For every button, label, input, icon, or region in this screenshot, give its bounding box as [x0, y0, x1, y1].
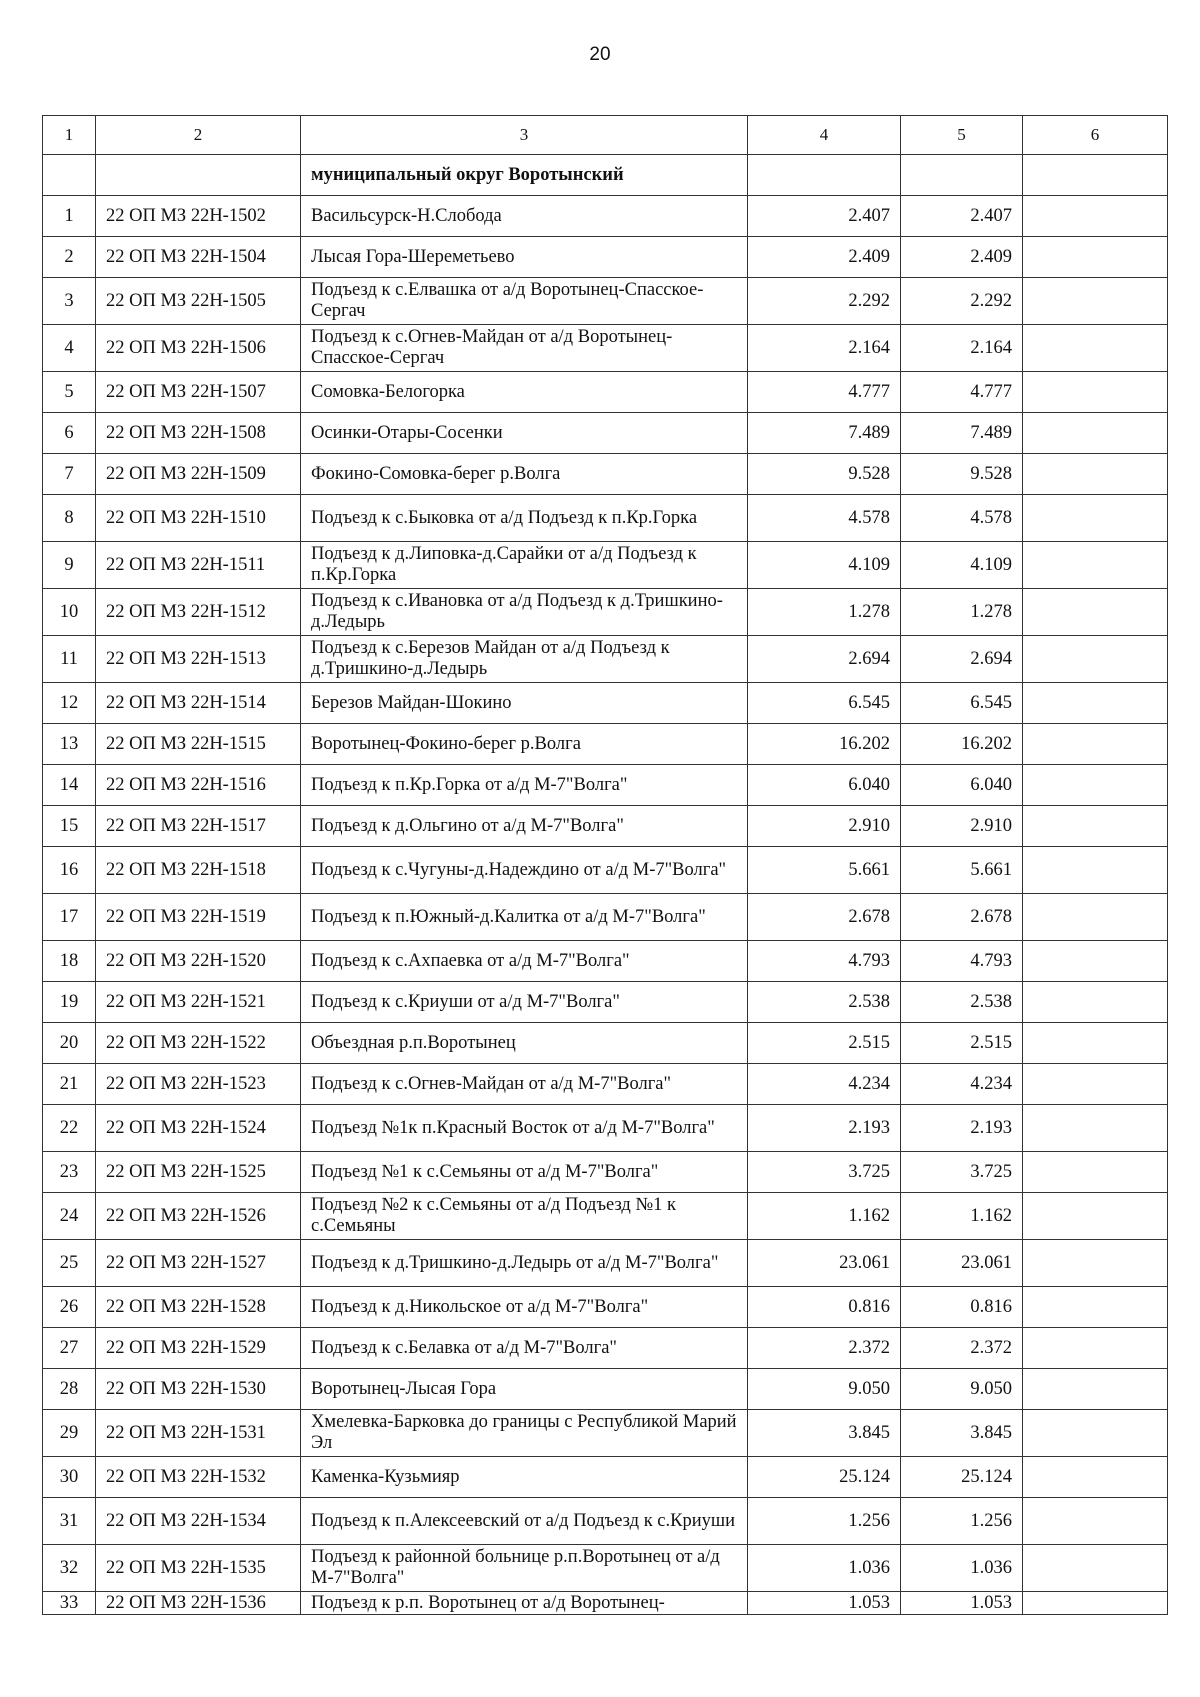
length-col5: 3.845	[901, 1410, 1023, 1457]
column-number-3: 3	[301, 116, 748, 155]
table-row	[43, 542, 1168, 589]
table-row	[43, 589, 1168, 636]
length-col5: 4.578	[901, 495, 1023, 542]
road-code: 22 ОП МЗ 22Н-1530	[96, 1369, 301, 1410]
road-name: Лысая Гора-Шереметьево	[301, 237, 748, 278]
row-number: 16	[43, 847, 96, 894]
table-row	[43, 894, 1168, 941]
table-row	[43, 765, 1168, 806]
road-code: 22 ОП МЗ 22Н-1522	[96, 1023, 301, 1064]
row-number: 6	[43, 413, 96, 454]
length-col4: 3.725	[748, 1152, 901, 1193]
roads-table-body	[43, 116, 1168, 1615]
row-number: 9	[43, 542, 96, 589]
road-name: Подъезд к р.п. Воротынец от а/д Воротынец-	[301, 1592, 748, 1615]
road-code: 22 ОП МЗ 22Н-1523	[96, 1064, 301, 1105]
note-col6	[1023, 1064, 1168, 1105]
length-col5: 2.678	[901, 894, 1023, 941]
note-col6	[1023, 589, 1168, 636]
length-col5: 2.409	[901, 237, 1023, 278]
note-col6	[1023, 1545, 1168, 1592]
length-col4: 2.407	[748, 196, 901, 237]
row-number: 7	[43, 454, 96, 495]
length-col4: 2.694	[748, 636, 901, 683]
note-col6	[1023, 636, 1168, 683]
road-code: 22 ОП МЗ 22Н-1529	[96, 1328, 301, 1369]
column-number-6: 6	[1023, 116, 1168, 155]
length-col5: 2.694	[901, 636, 1023, 683]
table-row	[43, 982, 1168, 1023]
length-col4: 2.678	[748, 894, 901, 941]
row-number: 21	[43, 1064, 96, 1105]
road-code: 22 ОП МЗ 22Н-1507	[96, 372, 301, 413]
row-number: 18	[43, 941, 96, 982]
length-col4: 2.409	[748, 237, 901, 278]
note-col6	[1023, 1023, 1168, 1064]
road-name: Подъезд к с.Белавка от а/д М-7"Волга"	[301, 1328, 748, 1369]
length-col4: 4.578	[748, 495, 901, 542]
length-col4: 4.234	[748, 1064, 901, 1105]
note-col6	[1023, 1369, 1168, 1410]
table-row	[43, 1152, 1168, 1193]
length-col5: 1.278	[901, 589, 1023, 636]
road-name: Подъезд к с.Криуши от а/д М-7"Волга"	[301, 982, 748, 1023]
page-number: 20	[589, 44, 611, 65]
road-name: Подъезд к с.Чугуны-д.Надеждино от а/д М-7"Волга"	[301, 847, 748, 894]
length-col5: 0.816	[901, 1287, 1023, 1328]
row-number: 27	[43, 1328, 96, 1369]
note-col6	[1023, 847, 1168, 894]
length-col4: 0.816	[748, 1287, 901, 1328]
row-number: 5	[43, 372, 96, 413]
row-number: 11	[43, 636, 96, 683]
row-number: 31	[43, 1498, 96, 1545]
length-col5: 2.292	[901, 278, 1023, 325]
note-col6	[1023, 372, 1168, 413]
road-code: 22 ОП МЗ 22Н-1508	[96, 413, 301, 454]
row-number: 13	[43, 724, 96, 765]
length-col4: 4.109	[748, 542, 901, 589]
length-col5: 2.515	[901, 1023, 1023, 1064]
road-name: Подъезд к с.Огнев-Майдан от а/д М-7"Волга"	[301, 1064, 748, 1105]
road-code: 22 ОП МЗ 22Н-1528	[96, 1287, 301, 1328]
length-col4: 1.256	[748, 1498, 901, 1545]
note-col6	[1023, 237, 1168, 278]
table-row	[43, 1328, 1168, 1369]
road-code: 22 ОП МЗ 22Н-1519	[96, 894, 301, 941]
length-col4: 3.845	[748, 1410, 901, 1457]
note-col6	[1023, 196, 1168, 237]
road-name: Подъезд к районной больнице р.п.Воротынец от а/д М-7"Волга"	[301, 1545, 748, 1592]
note-col6	[1023, 1592, 1168, 1615]
length-col5: 6.040	[901, 765, 1023, 806]
note-col6	[1023, 413, 1168, 454]
length-col4: 16.202	[748, 724, 901, 765]
road-name: Подъезд к п.Алексеевский от а/д Подъезд к с.Криуши	[301, 1498, 748, 1545]
length-col5: 3.725	[901, 1152, 1023, 1193]
table-row	[43, 372, 1168, 413]
table-row	[43, 237, 1168, 278]
road-code: 22 ОП МЗ 22Н-1527	[96, 1240, 301, 1287]
column-number-4: 4	[748, 116, 901, 155]
length-col4: 9.050	[748, 1369, 901, 1410]
column-number-5: 5	[901, 116, 1023, 155]
length-col4: 2.515	[748, 1023, 901, 1064]
road-code: 22 ОП МЗ 22Н-1506	[96, 325, 301, 372]
row-number: 2	[43, 237, 96, 278]
column-number-1: 1	[43, 116, 96, 155]
table-row	[43, 683, 1168, 724]
row-number: 1	[43, 196, 96, 237]
length-col5: 4.777	[901, 372, 1023, 413]
column-number-2: 2	[96, 116, 301, 155]
length-col5: 9.050	[901, 1369, 1023, 1410]
length-col4: 5.661	[748, 847, 901, 894]
table-row	[43, 1369, 1168, 1410]
row-number: 12	[43, 683, 96, 724]
length-col5: 2.407	[901, 196, 1023, 237]
table-row	[43, 278, 1168, 325]
row-number: 17	[43, 894, 96, 941]
road-name: Каменка-Кузьмияр	[301, 1457, 748, 1498]
table-row	[43, 1592, 1168, 1615]
note-col6	[1023, 1410, 1168, 1457]
road-code: 22 ОП МЗ 22Н-1516	[96, 765, 301, 806]
length-col4: 1.278	[748, 589, 901, 636]
road-name: Объездная р.п.Воротынец	[301, 1023, 748, 1064]
road-code: 22 ОП МЗ 22Н-1524	[96, 1105, 301, 1152]
road-code: 22 ОП МЗ 22Н-1521	[96, 982, 301, 1023]
length-col4: 23.061	[748, 1240, 901, 1287]
table-row	[43, 1193, 1168, 1240]
length-col5: 23.061	[901, 1240, 1023, 1287]
row-number: 8	[43, 495, 96, 542]
road-code: 22 ОП МЗ 22Н-1515	[96, 724, 301, 765]
table-row	[43, 806, 1168, 847]
road-code: 22 ОП МЗ 22Н-1504	[96, 237, 301, 278]
road-code: 22 ОП МЗ 22Н-1534	[96, 1498, 301, 1545]
road-code: 22 ОП МЗ 22Н-1518	[96, 847, 301, 894]
table-row	[43, 1023, 1168, 1064]
section-row	[43, 155, 1168, 196]
note-col6	[1023, 982, 1168, 1023]
section-title: муниципальный округ Воротынский	[301, 155, 748, 196]
table-row	[43, 1105, 1168, 1152]
road-code: 22 ОП МЗ 22Н-1509	[96, 454, 301, 495]
length-col4: 1.162	[748, 1193, 901, 1240]
note-col6	[1023, 495, 1168, 542]
road-name: Подъезд к с.Быковка от а/д Подъезд к п.Кр.Горка	[301, 495, 748, 542]
row-number: 29	[43, 1410, 96, 1457]
length-col5: 1.162	[901, 1193, 1023, 1240]
section-cell-empty	[96, 155, 301, 196]
length-col4: 9.528	[748, 454, 901, 495]
road-name: Подъезд №2 к с.Семьяны от а/д Подъезд №1 к с.Семьяны	[301, 1193, 748, 1240]
road-name: Подъезд к д.Никольское от а/д М-7"Волга"	[301, 1287, 748, 1328]
road-code: 22 ОП МЗ 22Н-1525	[96, 1152, 301, 1193]
row-number: 14	[43, 765, 96, 806]
note-col6	[1023, 1240, 1168, 1287]
row-number: 33	[43, 1592, 96, 1615]
table-row	[43, 847, 1168, 894]
row-number: 23	[43, 1152, 96, 1193]
road-name: Подъезд к д.Ольгино от а/д М-7"Волга"	[301, 806, 748, 847]
road-name: Подъезд к с.Березов Майдан от а/д Подъезд к д.Тришкино-д.Ледырь	[301, 636, 748, 683]
length-col4: 2.372	[748, 1328, 901, 1369]
length-col4: 2.292	[748, 278, 901, 325]
table-row	[43, 636, 1168, 683]
length-col4: 7.489	[748, 413, 901, 454]
road-name: Подъезд №1к п.Красный Восток от а/д М-7"Волга"	[301, 1105, 748, 1152]
road-name: Подъезд к с.Огнев-Майдан от а/д Воротынец-Спасское-Сергач	[301, 325, 748, 372]
road-name: Васильсурск-Н.Слобода	[301, 196, 748, 237]
table-row	[43, 724, 1168, 765]
note-col6	[1023, 1193, 1168, 1240]
length-col5: 7.489	[901, 413, 1023, 454]
column-number-row	[43, 116, 1168, 155]
length-col5: 25.124	[901, 1457, 1023, 1498]
row-number: 30	[43, 1457, 96, 1498]
road-name: Подъезд к д.Липовка-д.Сарайки от а/д Подъезд к п.Кр.Горка	[301, 542, 748, 589]
length-col4: 2.910	[748, 806, 901, 847]
note-col6	[1023, 683, 1168, 724]
road-name: Подъезд к д.Тришкино-д.Ледырь от а/д М-7"Волга"	[301, 1240, 748, 1287]
note-col6	[1023, 542, 1168, 589]
note-col6	[1023, 1328, 1168, 1369]
road-code: 22 ОП МЗ 22Н-1520	[96, 941, 301, 982]
length-col5: 2.164	[901, 325, 1023, 372]
road-code: 22 ОП МЗ 22Н-1514	[96, 683, 301, 724]
note-col6	[1023, 454, 1168, 495]
length-col4: 4.777	[748, 372, 901, 413]
road-code: 22 ОП МЗ 22Н-1526	[96, 1193, 301, 1240]
length-col5: 4.109	[901, 542, 1023, 589]
length-col4: 6.040	[748, 765, 901, 806]
table-row	[43, 1410, 1168, 1457]
table-row	[43, 1498, 1168, 1545]
road-name: Хмелевка-Барковка до границы с Республикой Марий Эл	[301, 1410, 748, 1457]
note-col6	[1023, 894, 1168, 941]
row-number: 4	[43, 325, 96, 372]
length-col5: 2.372	[901, 1328, 1023, 1369]
length-col5: 4.234	[901, 1064, 1023, 1105]
note-col6	[1023, 1105, 1168, 1152]
length-col5: 16.202	[901, 724, 1023, 765]
road-code: 22 ОП МЗ 22Н-1536	[96, 1592, 301, 1615]
row-number: 19	[43, 982, 96, 1023]
length-col5: 1.036	[901, 1545, 1023, 1592]
road-name: Подъезд №1 к с.Семьяны от а/д М-7"Волга"	[301, 1152, 748, 1193]
row-number: 10	[43, 589, 96, 636]
note-col6	[1023, 1498, 1168, 1545]
section-cell-empty	[901, 155, 1023, 196]
row-number: 15	[43, 806, 96, 847]
road-name: Подъезд к п.Кр.Горка от а/д М-7"Волга"	[301, 765, 748, 806]
table-row	[43, 1064, 1168, 1105]
table-row	[43, 1545, 1168, 1592]
length-col5: 9.528	[901, 454, 1023, 495]
road-code: 22 ОП МЗ 22Н-1531	[96, 1410, 301, 1457]
length-col4: 2.164	[748, 325, 901, 372]
road-name: Осинки-Отары-Сосенки	[301, 413, 748, 454]
length-col5: 6.545	[901, 683, 1023, 724]
road-code: 22 ОП МЗ 22Н-1517	[96, 806, 301, 847]
table-row	[43, 454, 1168, 495]
note-col6	[1023, 724, 1168, 765]
note-col6	[1023, 1152, 1168, 1193]
section-cell-empty	[43, 155, 96, 196]
table-row	[43, 413, 1168, 454]
note-col6	[1023, 1287, 1168, 1328]
road-name: Подъезд к с.Ахпаевка от а/д М-7"Волга"	[301, 941, 748, 982]
road-code: 22 ОП МЗ 22Н-1513	[96, 636, 301, 683]
note-col6	[1023, 941, 1168, 982]
length-col5: 1.256	[901, 1498, 1023, 1545]
length-col4: 6.545	[748, 683, 901, 724]
road-code: 22 ОП МЗ 22Н-1505	[96, 278, 301, 325]
section-cell-empty	[748, 155, 901, 196]
length-col5: 4.793	[901, 941, 1023, 982]
note-col6	[1023, 1457, 1168, 1498]
road-name: Подъезд к с.Ивановка от а/д Подъезд к д.Тришкино-д.Ледырь	[301, 589, 748, 636]
road-code: 22 ОП МЗ 22Н-1535	[96, 1545, 301, 1592]
row-number: 3	[43, 278, 96, 325]
note-col6	[1023, 325, 1168, 372]
table-row	[43, 495, 1168, 542]
length-col4: 4.793	[748, 941, 901, 982]
table-row	[43, 1457, 1168, 1498]
row-number: 24	[43, 1193, 96, 1240]
table-row	[43, 1287, 1168, 1328]
length-col4: 1.053	[748, 1592, 901, 1615]
road-code: 22 ОП МЗ 22Н-1511	[96, 542, 301, 589]
note-col6	[1023, 806, 1168, 847]
length-col5: 2.910	[901, 806, 1023, 847]
row-number: 26	[43, 1287, 96, 1328]
row-number: 32	[43, 1545, 96, 1592]
table-row	[43, 1240, 1168, 1287]
length-col5: 5.661	[901, 847, 1023, 894]
table-row	[43, 196, 1168, 237]
roads-table	[42, 115, 1168, 1615]
table-row	[43, 941, 1168, 982]
length-col5: 2.193	[901, 1105, 1023, 1152]
length-col4: 25.124	[748, 1457, 901, 1498]
road-name: Подъезд к с.Елвашка от а/д Воротынец-Спасское-Сергач	[301, 278, 748, 325]
row-number: 22	[43, 1105, 96, 1152]
road-name: Воротынец-Фокино-берег р.Волга	[301, 724, 748, 765]
road-name: Подъезд к п.Южный-д.Калитка от а/д М-7"Волга"	[301, 894, 748, 941]
road-code: 22 ОП МЗ 22Н-1532	[96, 1457, 301, 1498]
road-code: 22 ОП МЗ 22Н-1502	[96, 196, 301, 237]
road-name: Березов Майдан-Шокино	[301, 683, 748, 724]
road-code: 22 ОП МЗ 22Н-1510	[96, 495, 301, 542]
length-col4: 1.036	[748, 1545, 901, 1592]
road-name: Сомовка-Белогорка	[301, 372, 748, 413]
row-number: 25	[43, 1240, 96, 1287]
section-cell-empty	[1023, 155, 1168, 196]
length-col4: 2.193	[748, 1105, 901, 1152]
road-name: Воротынец-Лысая Гора	[301, 1369, 748, 1410]
row-number: 20	[43, 1023, 96, 1064]
length-col4: 2.538	[748, 982, 901, 1023]
road-name: Фокино-Сомовка-берег р.Волга	[301, 454, 748, 495]
road-code: 22 ОП МЗ 22Н-1512	[96, 589, 301, 636]
note-col6	[1023, 765, 1168, 806]
length-col5: 1.053	[901, 1592, 1023, 1615]
table-row	[43, 325, 1168, 372]
length-col5: 2.538	[901, 982, 1023, 1023]
row-number: 28	[43, 1369, 96, 1410]
note-col6	[1023, 278, 1168, 325]
